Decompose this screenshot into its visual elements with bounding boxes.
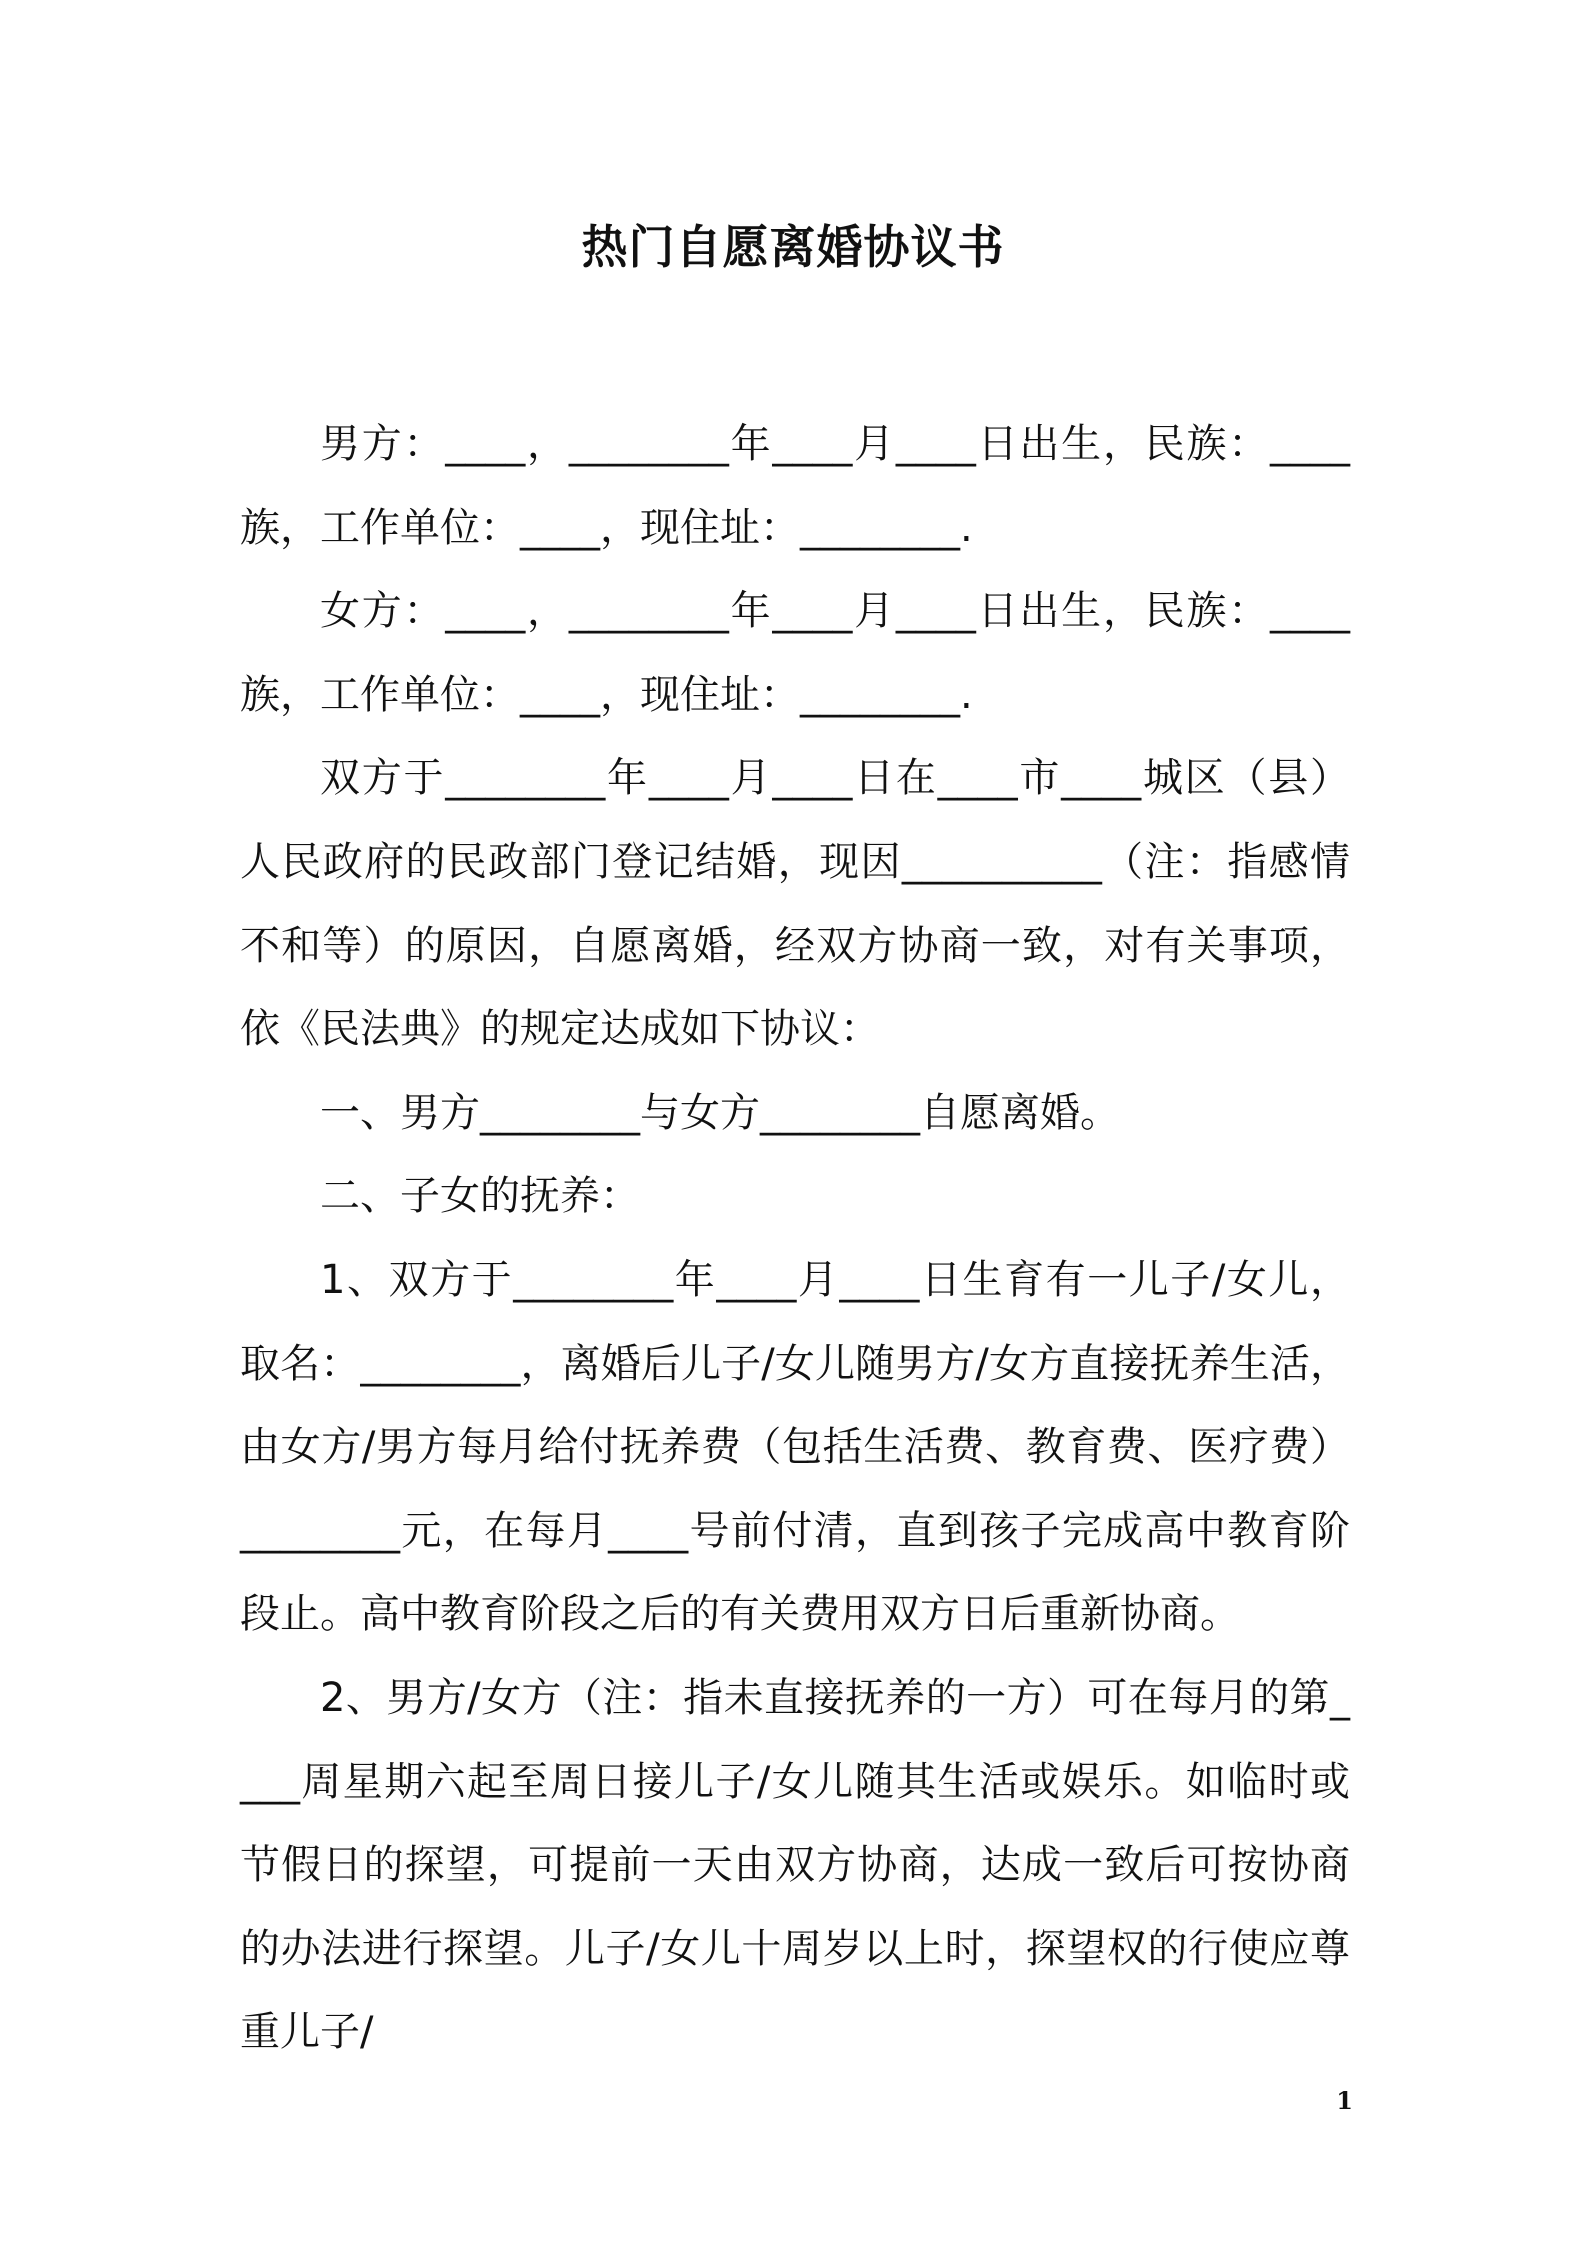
- clause-two-item-two: 2、男方/女方（注：指未直接抚养的一方）可在每月的第____周星期六起至周日接儿子/女儿随其生活或娱乐。如临时或节假日的探望，可提前一天由双方协商，达成一致后可按协商的办法进行探望。儿子/女儿十周岁以上时，探望权的行使应尊重儿子/: [240, 1674, 1350, 2056]
- document-title: 热门自愿离婚协议书: [581, 220, 1005, 274]
- paragraph-male-party: 男方：____，________年____月____日出生，民族：____族，工作单位：____，现住址：________.: [240, 421, 1350, 551]
- paragraph-marriage-registration: 双方于________年____月____日在____市____城区（县）人民政府的民政部门登记结婚，现因__________（注：指感情不和等）的原因，自愿离婚，经双方协商一致，对有关事项，依《民法典》的规定达成如下协议：: [240, 755, 1350, 1053]
- paragraph-female-party: 女方：____，________年____月____日出生，民族：____族，工作单位：____，现住址：________.: [240, 588, 1350, 718]
- page-number: 1: [1336, 2086, 1353, 2115]
- clause-two-item-one: 1、双方于________年____月____日生育有一儿子/女儿，取名：________，离婚后儿子/女儿随男方/女方直接抚养生活，由女方/男方每月给付抚养费（包括生活费、教育费、医疗费）________元，在每月____号前付清，直到孩子完成高中教育阶段止。高中教育阶段之后的有关费用双方日后重新协商。: [240, 1256, 1350, 1638]
- document-body: [240, 403, 1350, 2075]
- clause-one-divorce: 一、男方________与女方________自愿离婚。: [320, 1089, 1120, 1136]
- clause-two-heading: 二、子女的抚养：: [320, 1173, 640, 1220]
